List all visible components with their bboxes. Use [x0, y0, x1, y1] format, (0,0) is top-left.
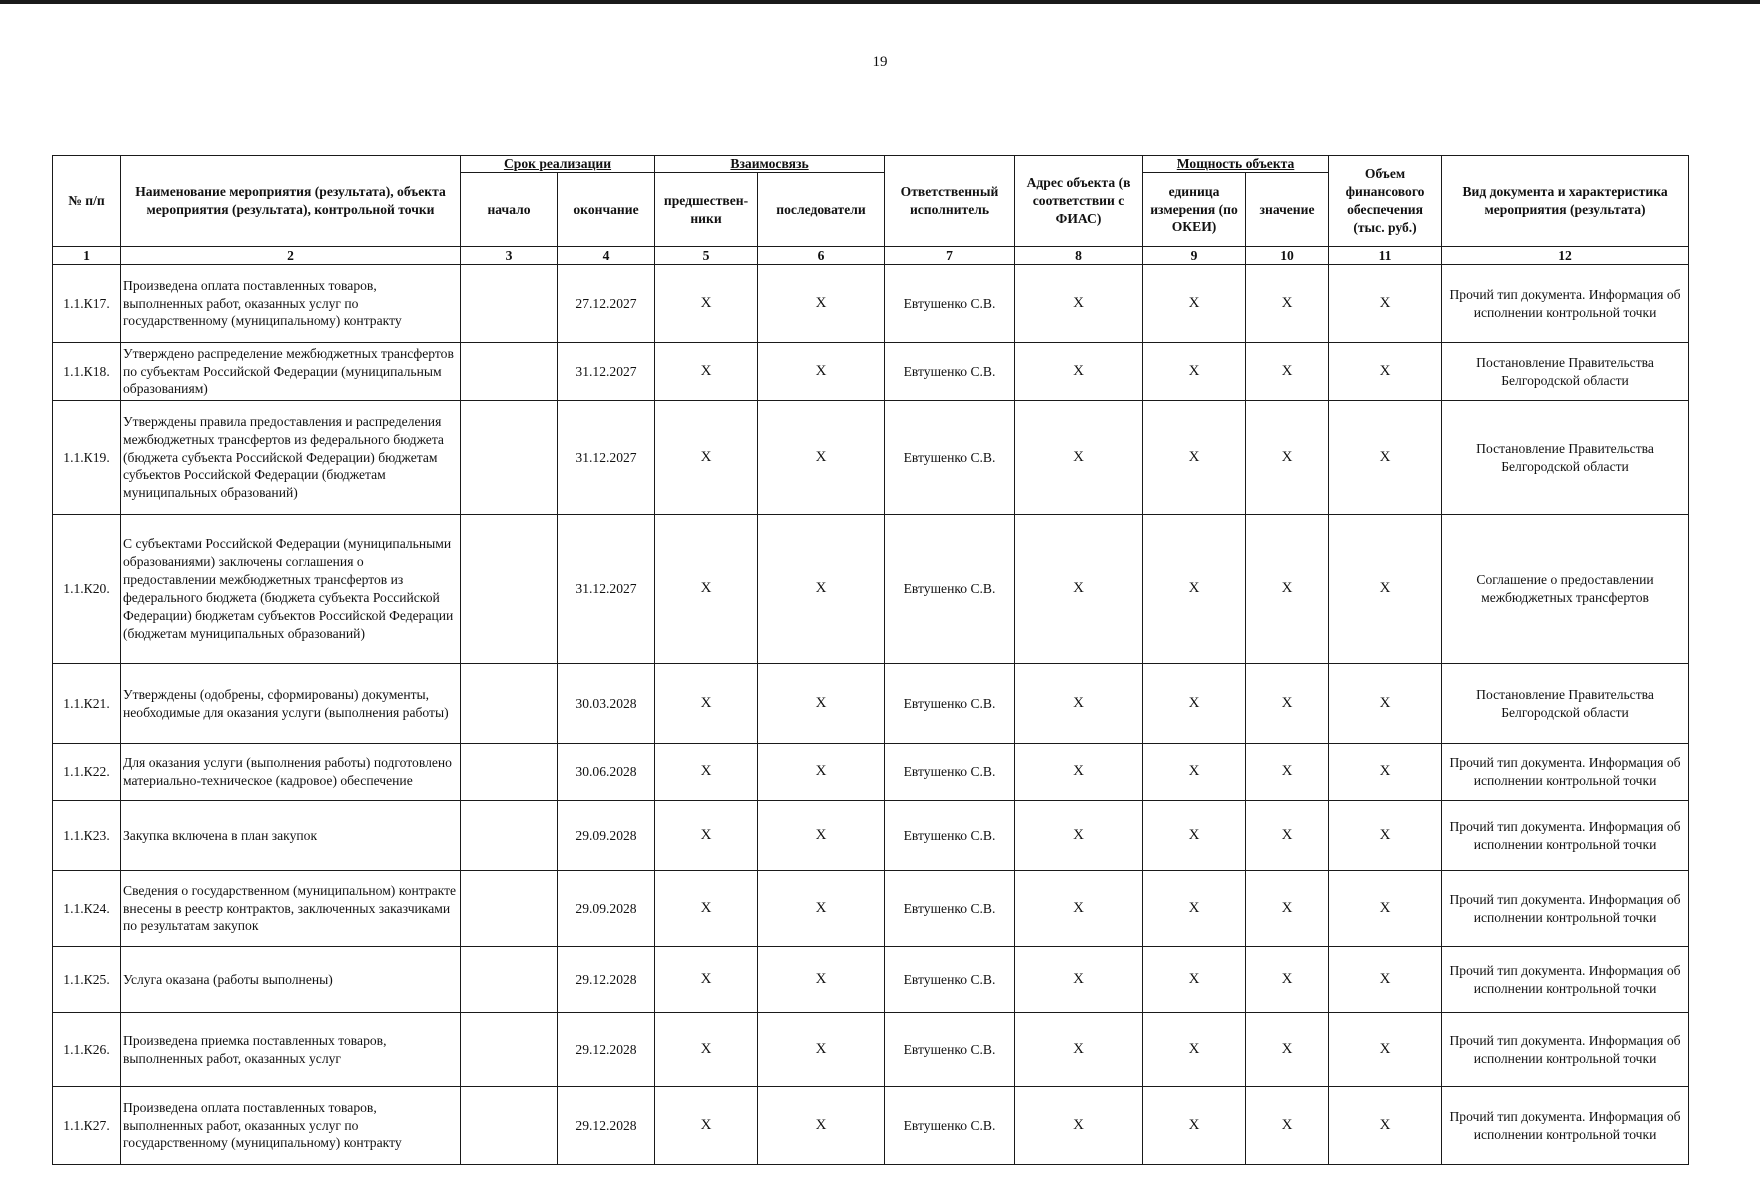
header-period-end: окончание — [558, 173, 655, 247]
column-number: 11 — [1329, 247, 1442, 265]
table-row — [53, 744, 1689, 801]
cell-doc: Прочий тип документа. Информация об исполнении контрольной точки — [1442, 744, 1689, 801]
header-capacity-value: значение — [1246, 173, 1329, 247]
cell-start — [461, 1013, 558, 1087]
cell-address: X — [1015, 947, 1143, 1013]
cell-succ: X — [758, 801, 885, 871]
cell-start — [461, 871, 558, 947]
column-number: 9 — [1143, 247, 1246, 265]
header-responsible: Ответственный исполнитель — [885, 156, 1015, 247]
column-number: 6 — [758, 247, 885, 265]
page-number: 19 — [872, 54, 888, 70]
control-points-table — [52, 155, 1689, 1165]
cell-address: X — [1015, 744, 1143, 801]
cell-succ: X — [758, 343, 885, 401]
cell-end: 29.12.2028 — [558, 1013, 655, 1087]
cell-succ: X — [758, 265, 885, 343]
cell-num: 1.1.К17. — [53, 265, 121, 343]
cell-num: 1.1.К20. — [53, 515, 121, 664]
cell-name: Услуга оказана (работы выполнены) — [121, 947, 461, 1013]
cell-responsible: Евтушенко С.В. — [885, 265, 1015, 343]
column-number: 4 — [558, 247, 655, 265]
cell-succ: X — [758, 1013, 885, 1087]
cell-succ: X — [758, 515, 885, 664]
cell-name: Сведения о государственном (муниципальном) контракте внесены в реестр контрактов, заключенных заказчиками по результатам закупок — [121, 871, 461, 947]
table-row — [53, 401, 1689, 515]
cell-unit: X — [1143, 801, 1246, 871]
cell-financing: X — [1329, 515, 1442, 664]
cell-succ: X — [758, 401, 885, 515]
cell-responsible: Евтушенко С.В. — [885, 515, 1015, 664]
cell-end: 31.12.2027 — [558, 401, 655, 515]
table-header — [53, 156, 1689, 265]
cell-name: Утверждены (одобрены, сформированы) документы, необходимые для оказания услуги (выполнения работы) — [121, 664, 461, 744]
cell-value: X — [1246, 947, 1329, 1013]
cell-value: X — [1246, 515, 1329, 664]
cell-unit: X — [1143, 664, 1246, 744]
cell-doc: Постановление Правительства Белгородской области — [1442, 664, 1689, 744]
cell-financing: X — [1329, 1013, 1442, 1087]
cell-address: X — [1015, 265, 1143, 343]
cell-start — [461, 664, 558, 744]
cell-financing: X — [1329, 1087, 1442, 1165]
top-border-rule — [0, 0, 1760, 4]
table-row — [53, 265, 1689, 343]
cell-doc: Прочий тип документа. Информация об исполнении контрольной точки — [1442, 947, 1689, 1013]
table-row — [53, 515, 1689, 664]
cell-num: 1.1.К27. — [53, 1087, 121, 1165]
cell-name: Произведена оплата поставленных товаров, выполненных работ, оказанных услуг по государственному (муниципальному) контракту — [121, 265, 461, 343]
table-row — [53, 947, 1689, 1013]
header-capacity-group: Мощность объекта — [1143, 156, 1329, 173]
cell-value: X — [1246, 1087, 1329, 1165]
cell-doc: Прочий тип документа. Информация об исполнении контрольной точки — [1442, 801, 1689, 871]
cell-name: Произведена оплата поставленных товаров, выполненных работ, оказанных услуг по государственному (муниципальному) контракту — [121, 1087, 461, 1165]
cell-succ: X — [758, 947, 885, 1013]
cell-name: Закупка включена в план закупок — [121, 801, 461, 871]
cell-financing: X — [1329, 871, 1442, 947]
cell-pred: X — [655, 871, 758, 947]
cell-start — [461, 515, 558, 664]
cell-doc: Постановление Правительства Белгородской области — [1442, 401, 1689, 515]
cell-value: X — [1246, 265, 1329, 343]
cell-unit: X — [1143, 1013, 1246, 1087]
cell-unit: X — [1143, 265, 1246, 343]
cell-start — [461, 744, 558, 801]
cell-responsible: Евтушенко С.В. — [885, 801, 1015, 871]
header-period-start: начало — [461, 173, 558, 247]
cell-num: 1.1.К23. — [53, 801, 121, 871]
header-capacity-unit: единица измерения (по ОКЕИ) — [1143, 173, 1246, 247]
cell-pred: X — [655, 265, 758, 343]
cell-value: X — [1246, 871, 1329, 947]
cell-financing: X — [1329, 664, 1442, 744]
cell-unit: X — [1143, 401, 1246, 515]
cell-unit: X — [1143, 1087, 1246, 1165]
cell-address: X — [1015, 401, 1143, 515]
cell-responsible: Евтушенко С.В. — [885, 401, 1015, 515]
cell-address: X — [1015, 801, 1143, 871]
cell-financing: X — [1329, 801, 1442, 871]
cell-address: X — [1015, 664, 1143, 744]
cell-succ: X — [758, 871, 885, 947]
cell-value: X — [1246, 401, 1329, 515]
cell-end: 31.12.2027 — [558, 515, 655, 664]
column-number: 7 — [885, 247, 1015, 265]
cell-responsible: Евтушенко С.В. — [885, 664, 1015, 744]
table-row — [53, 1087, 1689, 1165]
cell-start — [461, 1087, 558, 1165]
cell-address: X — [1015, 1087, 1143, 1165]
cell-doc: Прочий тип документа. Информация об исполнении контрольной точки — [1442, 1013, 1689, 1087]
cell-pred: X — [655, 515, 758, 664]
cell-num: 1.1.К18. — [53, 343, 121, 401]
header-name: Наименование мероприятия (результата), объекта мероприятия (результата), контрольной точки — [121, 156, 461, 247]
cell-start — [461, 801, 558, 871]
cell-name: Утверждены правила предоставления и распределения межбюджетных трансфертов из федерального бюджета (бюджета субъекта Российской Федерации) бюджетам субъектов Российской Федерации (бюджетам муниципальных образований) — [121, 401, 461, 515]
cell-num: 1.1.К21. — [53, 664, 121, 744]
table-row — [53, 1013, 1689, 1087]
cell-num: 1.1.К26. — [53, 1013, 121, 1087]
column-number: 12 — [1442, 247, 1689, 265]
cell-name: Произведена приемка поставленных товаров, выполненных работ, оказанных услуг — [121, 1013, 461, 1087]
cell-unit: X — [1143, 871, 1246, 947]
column-number: 8 — [1015, 247, 1143, 265]
cell-financing: X — [1329, 401, 1442, 515]
column-number: 5 — [655, 247, 758, 265]
table-row — [53, 664, 1689, 744]
table-row — [53, 871, 1689, 947]
cell-start — [461, 265, 558, 343]
header-financing: Объем финансового обеспечения (тыс. руб.) — [1329, 156, 1442, 247]
cell-pred: X — [655, 1087, 758, 1165]
cell-unit: X — [1143, 947, 1246, 1013]
cell-end: 29.12.2028 — [558, 947, 655, 1013]
cell-address: X — [1015, 1013, 1143, 1087]
header-period-group: Срок реализации — [461, 156, 655, 173]
header-relation-succ: последователи — [758, 173, 885, 247]
cell-num: 1.1.К25. — [53, 947, 121, 1013]
cell-pred: X — [655, 801, 758, 871]
cell-end: 27.12.2027 — [558, 265, 655, 343]
header-relation-pred: предшествен-ники — [655, 173, 758, 247]
cell-doc: Соглашение о предоставлении межбюджетных трансфертов — [1442, 515, 1689, 664]
cell-end: 30.03.2028 — [558, 664, 655, 744]
cell-name: Для оказания услуги (выполнения работы) подготовлено материально-техническое (кадровое) обеспечение — [121, 744, 461, 801]
cell-start — [461, 947, 558, 1013]
header-num: № п/п — [53, 156, 121, 247]
cell-succ: X — [758, 664, 885, 744]
table-body — [53, 265, 1689, 1165]
cell-pred: X — [655, 744, 758, 801]
cell-address: X — [1015, 515, 1143, 664]
cell-start — [461, 401, 558, 515]
cell-name: С субъектами Российской Федерации (муниципальными образованиями) заключены соглашения о предоставлении межбюджетных трансфертов из федерального бюджета (бюджета субъекта Российской Федерации) бюджетам субъектов Российской Федерации (бюджетам муниципальных образований) — [121, 515, 461, 664]
cell-responsible: Евтушенко С.В. — [885, 1013, 1015, 1087]
cell-unit: X — [1143, 343, 1246, 401]
cell-responsible: Евтушенко С.В. — [885, 871, 1015, 947]
header-relation-group: Взаимосвязь — [655, 156, 885, 173]
column-number: 3 — [461, 247, 558, 265]
cell-responsible: Евтушенко С.В. — [885, 1087, 1015, 1165]
cell-doc: Прочий тип документа. Информация об исполнении контрольной точки — [1442, 871, 1689, 947]
cell-end: 29.12.2028 — [558, 1087, 655, 1165]
cell-pred: X — [655, 1013, 758, 1087]
cell-address: X — [1015, 871, 1143, 947]
cell-num: 1.1.К22. — [53, 744, 121, 801]
header-address: Адрес объекта (в соответствии с ФИАС) — [1015, 156, 1143, 247]
cell-address: X — [1015, 343, 1143, 401]
cell-financing: X — [1329, 744, 1442, 801]
cell-responsible: Евтушенко С.В. — [885, 744, 1015, 801]
cell-pred: X — [655, 664, 758, 744]
cell-num: 1.1.К19. — [53, 401, 121, 515]
cell-value: X — [1246, 744, 1329, 801]
column-number: 2 — [121, 247, 461, 265]
cell-doc: Постановление Правительства Белгородской области — [1442, 343, 1689, 401]
table-row — [53, 343, 1689, 401]
cell-pred: X — [655, 947, 758, 1013]
cell-responsible: Евтушенко С.В. — [885, 947, 1015, 1013]
cell-name: Утверждено распределение межбюджетных трансфертов по субъектам Российской Федерации (муниципальным образованиям) — [121, 343, 461, 401]
cell-num: 1.1.К24. — [53, 871, 121, 947]
cell-value: X — [1246, 343, 1329, 401]
cell-end: 31.12.2027 — [558, 343, 655, 401]
column-number: 10 — [1246, 247, 1329, 265]
cell-pred: X — [655, 343, 758, 401]
cell-end: 29.09.2028 — [558, 871, 655, 947]
header-doc-type: Вид документа и характеристика мероприятия (результата) — [1442, 156, 1689, 247]
cell-doc: Прочий тип документа. Информация об исполнении контрольной точки — [1442, 1087, 1689, 1165]
cell-end: 29.09.2028 — [558, 801, 655, 871]
cell-value: X — [1246, 801, 1329, 871]
cell-responsible: Евтушенко С.В. — [885, 343, 1015, 401]
column-number: 1 — [53, 247, 121, 265]
cell-pred: X — [655, 401, 758, 515]
column-number-row — [53, 247, 1689, 265]
cell-succ: X — [758, 744, 885, 801]
cell-unit: X — [1143, 515, 1246, 664]
table-row — [53, 801, 1689, 871]
cell-start — [461, 343, 558, 401]
cell-doc: Прочий тип документа. Информация об исполнении контрольной точки — [1442, 265, 1689, 343]
cell-succ: X — [758, 1087, 885, 1165]
cell-value: X — [1246, 1013, 1329, 1087]
cell-financing: X — [1329, 265, 1442, 343]
cell-value: X — [1246, 664, 1329, 744]
cell-unit: X — [1143, 744, 1246, 801]
cell-end: 30.06.2028 — [558, 744, 655, 801]
cell-financing: X — [1329, 947, 1442, 1013]
cell-financing: X — [1329, 343, 1442, 401]
